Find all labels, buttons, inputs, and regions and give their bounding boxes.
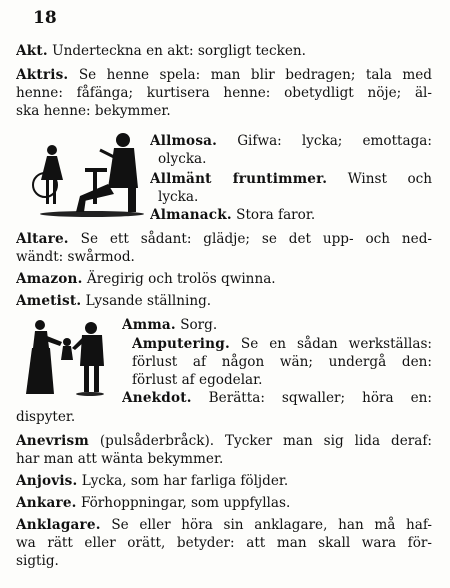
entry-ankare: [16, 494, 432, 512]
entry-amputering-line2: förlust af någon wän; undergå den:: [132, 354, 432, 370]
entry-aktris-line3: ska henne: bekymmer.: [16, 103, 171, 119]
page-number: 18: [33, 8, 57, 28]
entry-amputering-line3: förlust af egodelar.: [132, 372, 263, 388]
headword: Almanack.: [150, 207, 232, 223]
illustration-alms-silhouette: [30, 128, 148, 218]
definition: Se henne spela: man blir bedragen; tala med: [78, 67, 432, 83]
entry-altare: [16, 230, 432, 248]
illustration-nurse-silhouette: [18, 318, 118, 398]
entry-anklagare-line2: wa rätt eller orätt, betyder: att man skall wara för-: [16, 535, 432, 551]
entry-allmant-fruntimmer-line2: lycka.: [158, 189, 199, 205]
definition: Förhoppningar, som uppfyllas.: [80, 495, 291, 511]
headword: Akt.: [16, 43, 48, 59]
definition: Se eller höra sin anklagare, han må haf-: [111, 517, 432, 533]
definition: Lysande ställning.: [85, 293, 212, 309]
entry-anekdot-line2: dispyter.: [16, 409, 76, 425]
headword: Ametist.: [16, 293, 82, 309]
entry-amazon: [16, 270, 432, 288]
definition: Se ett sådant: glädje; se det upp- och ned-: [80, 231, 432, 247]
entry-amma: [122, 316, 432, 334]
definition: Stora faror.: [236, 207, 316, 223]
headword: Allmänt fruntimmer.: [150, 171, 328, 187]
definition: Underteckna en akt: sorgligt tecken.: [52, 43, 306, 59]
entry-anevrism: [16, 432, 432, 450]
definition: Winst och: [347, 171, 432, 187]
headword: Ankare.: [16, 495, 77, 511]
headword-note: (pulsåderbråck).: [99, 433, 215, 449]
headword: Anevrism: [16, 433, 89, 449]
entry-aktris: [16, 66, 432, 84]
definition: Äregirig och trolös qwinna.: [86, 271, 276, 287]
headword: Amputering.: [132, 336, 230, 352]
headword: Amazon.: [16, 271, 83, 287]
headword: Aktris.: [16, 67, 69, 83]
entry-allmosa-line2: olycka.: [158, 151, 207, 167]
headword: Amma.: [122, 317, 176, 333]
entry-anklagare-line3: sigtig.: [16, 553, 59, 569]
headword: Anjovis.: [16, 473, 78, 489]
definition: Sorg.: [180, 317, 218, 333]
entry-anekdot: [122, 389, 432, 407]
entry-allmant-fruntimmer: [150, 170, 432, 188]
headword: Anklagare.: [16, 517, 101, 533]
entry-anjovis: [16, 472, 432, 490]
entry-allmosa: [150, 132, 432, 150]
entry-anklagare: [16, 516, 432, 534]
entry-akt: [16, 42, 432, 60]
definition: Se en sådan werkställas:: [240, 336, 432, 352]
definition: Berätta: sqwaller; höra en:: [208, 390, 432, 406]
definition: Tycker man sig lida deraf:: [224, 433, 432, 449]
entry-amputering: [132, 335, 432, 353]
entry-anevrism-line2: har man att wänta bekymmer.: [16, 451, 224, 467]
definition: Gifwa: lycka; emottaga:: [237, 133, 432, 149]
definition: Lycka, som har farliga följder.: [81, 473, 289, 489]
headword: Allmosa.: [150, 133, 218, 149]
entry-almanack: [150, 206, 432, 224]
headword: Anekdot.: [122, 390, 192, 406]
entry-aktris-line2: henne: fåfänga; kurtisera henne: obetydligt nöje; äl-: [16, 85, 432, 101]
entry-ametist: [16, 292, 432, 310]
headword: Altare.: [16, 231, 69, 247]
entry-altare-line2: wändt: swårmod.: [16, 249, 135, 265]
